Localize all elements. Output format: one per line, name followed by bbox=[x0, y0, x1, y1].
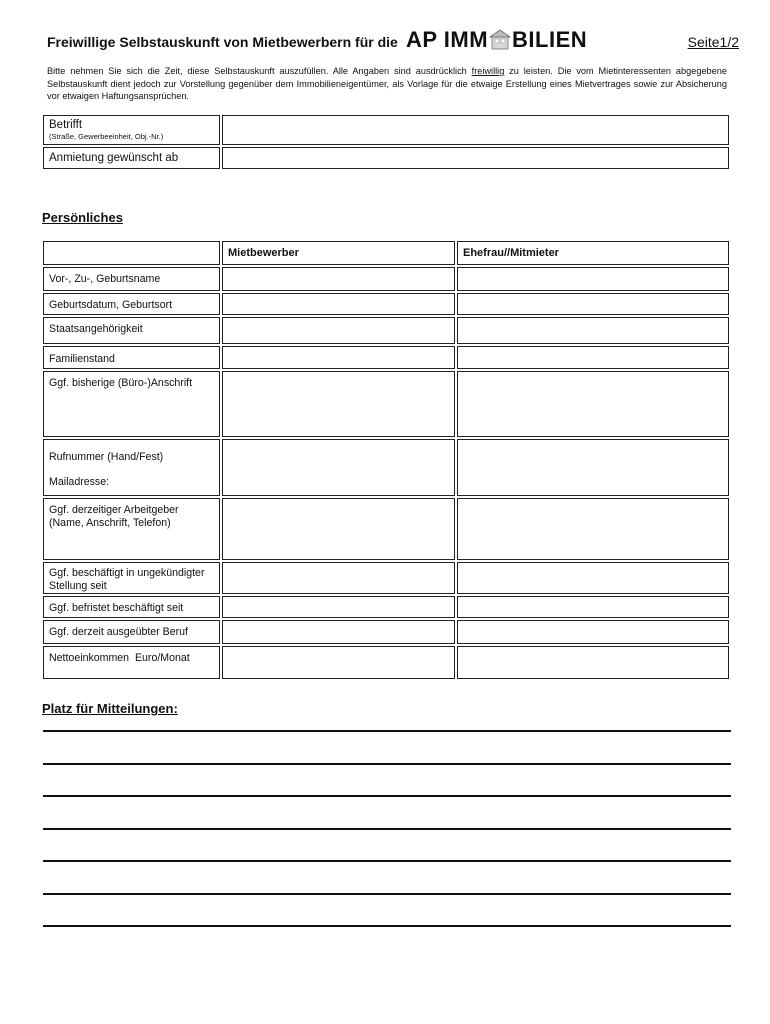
form-title: Freiwillige Selbstauskunft von Mietbewerbern für die bbox=[47, 34, 398, 50]
partner-nationality-input[interactable] bbox=[457, 317, 729, 344]
applicant-fixed-term-input[interactable] bbox=[222, 596, 455, 618]
partner-birth-input[interactable] bbox=[457, 293, 729, 315]
partner-marital-input[interactable] bbox=[457, 346, 729, 369]
applicant-marital-input[interactable] bbox=[222, 346, 455, 369]
intro-part-1: Bitte nehmen Sie sich die Zeit, diese Selbstauskunft auszufüllen. Alle Angaben sind ausdrücklich bbox=[47, 66, 472, 76]
intro-text bbox=[47, 65, 727, 103]
betrifft-label-cell bbox=[43, 115, 220, 145]
message-line[interactable] bbox=[43, 730, 731, 732]
applicant-employer-input[interactable] bbox=[222, 498, 455, 560]
applicant-profession-input[interactable] bbox=[222, 620, 455, 644]
row-label-profession: Ggf. derzeit ausgeübter Beruf bbox=[43, 620, 220, 644]
partner-profession-input[interactable] bbox=[457, 620, 729, 644]
anmietung-input[interactable] bbox=[222, 147, 729, 169]
message-line[interactable] bbox=[43, 763, 731, 765]
row-label-phone: Rufnummer (Hand/Fest) bbox=[49, 451, 164, 463]
page-number: Seite1/2 bbox=[687, 34, 739, 50]
partner-employment-input[interactable] bbox=[457, 562, 729, 594]
header-empty-cell bbox=[43, 241, 220, 265]
row-label-address: Ggf. bisherige (Büro-)Anschrift bbox=[43, 371, 220, 437]
partner-contact-input[interactable] bbox=[457, 439, 729, 496]
partner-employer-input[interactable] bbox=[457, 498, 729, 560]
row-label-employment-since: Stellung seit bbox=[49, 580, 107, 592]
applicant-address-input[interactable] bbox=[222, 371, 455, 437]
logo-text-right: BILIEN bbox=[512, 27, 588, 53]
logo-text-left: AP IMM bbox=[406, 27, 489, 53]
row-label-marital-status: Familienstand bbox=[43, 346, 220, 369]
intro-part-2: zu leisten. Die vom Mietinteressenten abgegebene Selbstauskunft dient jedoch zur Vorstellung gegenüber dem Immobilieneigentümer, als Vorlage für die etwaige Erstellung eines Mietvertrages sowie zur Absicherung vor etwaigen Haftungsansprüchen. bbox=[47, 66, 727, 101]
applicant-contact-input[interactable] bbox=[222, 439, 455, 496]
message-line[interactable] bbox=[43, 925, 731, 927]
betrifft-label: Betrifft bbox=[49, 119, 83, 131]
row-label-contact-cell bbox=[43, 439, 220, 496]
applicant-employment-input[interactable] bbox=[222, 562, 455, 594]
row-label-employer-details: (Name, Anschrift, Telefon) bbox=[49, 517, 171, 529]
row-label-net-income: Nettoeinkommen Euro/Monat bbox=[43, 646, 220, 679]
page-header bbox=[47, 26, 739, 58]
partner-name-input[interactable] bbox=[457, 267, 729, 291]
company-logo bbox=[406, 26, 587, 54]
personal-table bbox=[41, 239, 731, 681]
applicant-birth-input[interactable] bbox=[222, 293, 455, 315]
row-label-name: Vor-, Zu-, Geburtsname bbox=[43, 267, 220, 291]
applicant-income-input[interactable] bbox=[222, 646, 455, 679]
message-line[interactable] bbox=[43, 893, 731, 895]
partner-fixed-term-input[interactable] bbox=[457, 596, 729, 618]
row-label-nationality: Staatsangehörigkeit bbox=[43, 317, 220, 344]
column-header-partner: Ehefrau//Mitmieter bbox=[457, 241, 729, 265]
intro-underlined-word: freiwillig bbox=[471, 66, 505, 76]
anmietung-label: Anmietung gewünscht ab bbox=[43, 147, 220, 169]
message-lines[interactable] bbox=[43, 730, 731, 958]
section-heading-messages: Platz für Mitteilungen: bbox=[42, 701, 178, 716]
applicant-nationality-input[interactable] bbox=[222, 317, 455, 344]
message-line[interactable] bbox=[43, 795, 731, 797]
betrifft-sublabel: (Straße, Gewerbeeinheit, Obj.-Nr.) bbox=[49, 132, 164, 141]
section-heading-personal: Persönliches bbox=[42, 210, 123, 225]
partner-address-input[interactable] bbox=[457, 371, 729, 437]
row-label-birth: Geburtsdatum, Geburtsort bbox=[43, 293, 220, 315]
row-label-employer: Ggf. derzeitiger Arbeitgeber bbox=[49, 504, 179, 516]
row-label-fixed-term: Ggf. befristet beschäftigt seit bbox=[43, 596, 220, 618]
row-label-employer-cell bbox=[43, 498, 220, 560]
row-label-email: Mailadresse: bbox=[49, 476, 110, 488]
message-line[interactable] bbox=[43, 860, 731, 862]
row-label-employment-cell bbox=[43, 562, 220, 594]
house-logo-icon bbox=[489, 29, 511, 51]
partner-income-input[interactable] bbox=[457, 646, 729, 679]
applicant-name-input[interactable] bbox=[222, 267, 455, 291]
column-header-applicant: Mietbewerber bbox=[222, 241, 455, 265]
betrifft-input[interactable] bbox=[222, 115, 729, 145]
row-label-employment: Ggf. beschäftigt in ungekündigter bbox=[49, 567, 205, 579]
object-table bbox=[41, 113, 731, 171]
message-line[interactable] bbox=[43, 828, 731, 830]
